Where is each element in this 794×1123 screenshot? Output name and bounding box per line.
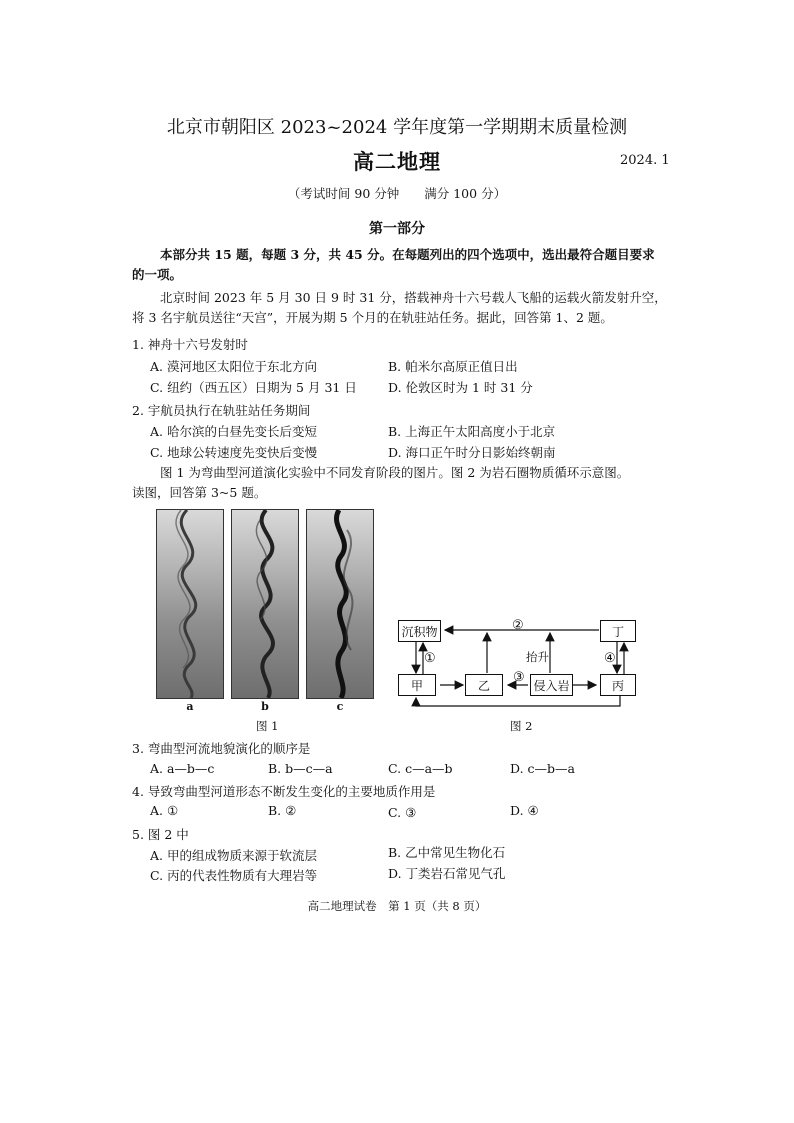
time-info: （考试时间 90 分钟 满分 100 分）	[287, 186, 507, 201]
figure2-caption: 图 2	[510, 719, 533, 733]
label-process-1: ①	[424, 651, 436, 666]
q4-option-c[interactable]: C. ③	[388, 805, 417, 820]
label-process-3: ③	[513, 670, 525, 685]
label-uplift: 抬升	[526, 650, 549, 664]
box-ding: 丁	[600, 620, 636, 642]
box-yi: 乙	[465, 674, 503, 696]
q3-stem: 3. 弯曲型河流地貌演化的顺序是	[132, 741, 311, 756]
photo-label-a: a	[186, 700, 194, 713]
q5-stem: 5. 图 2 中	[132, 827, 189, 842]
q1-option-b[interactable]: B. 帕米尔高原正值日出	[388, 359, 518, 374]
intro-line-1: 本部分共 15 题，每题 3 分，共 45 分。在每题列出的四个选项中，选出最符合题目要求	[160, 247, 655, 262]
q3-option-d[interactable]: D. c—b—a	[510, 761, 575, 776]
box-sediment: 沉积物	[398, 620, 441, 642]
passage2-line-2: 读图，回答第 3~5 题。	[132, 485, 267, 500]
subject-title: 高二地理	[353, 149, 441, 174]
q3-option-b[interactable]: B. b—c—a	[268, 761, 333, 776]
q2-option-a[interactable]: A. 哈尔滨的白昼先变长后变短	[150, 424, 317, 439]
label-process-4: ④	[604, 651, 616, 666]
q2-stem: 2. 宇航员执行在轨驻站任务期间	[132, 403, 311, 418]
q5-option-c[interactable]: C. 丙的代表性物质有大理岩等	[150, 868, 318, 883]
q1-option-d[interactable]: D. 伦敦区时为 1 时 31 分	[388, 380, 533, 395]
box-intrusive-rock: 侵入岩	[530, 674, 573, 696]
q2-option-d[interactable]: D. 海口正午时分日影始终朝南	[388, 445, 556, 460]
passage2-line-1: 图 1 为弯曲型河道演化实验中不同发育阶段的图片。图 2 为岩石圈物质循环示意图。	[160, 465, 630, 480]
river-photo-a	[156, 509, 224, 699]
river-photo-c	[306, 509, 374, 699]
part-heading: 第一部分	[369, 221, 425, 237]
q5-option-d[interactable]: D. 丁类岩石常见气孔	[388, 866, 506, 881]
q2-option-b[interactable]: B. 上海正午太阳高度小于北京	[388, 424, 556, 439]
q2-option-c[interactable]: C. 地球公转速度先变快后变慢	[150, 445, 318, 460]
passage1-line-2: 将 3 名宇航员送往“天宫”，开展为期 5 个月的在轨驻站任务。据此，回答第 1、2 题。	[132, 310, 613, 325]
q1-stem: 1. 神舟十六号发射时	[132, 337, 248, 352]
box-jia: 甲	[398, 674, 436, 696]
intro-line-2: 的一项。	[132, 267, 183, 282]
figure1-caption: 图 1	[256, 719, 279, 733]
q3-option-c[interactable]: C. c—a—b	[388, 761, 453, 776]
photo-label-c: c	[336, 700, 344, 713]
q4-option-a[interactable]: A. ①	[150, 803, 179, 818]
q4-stem: 4. 导致弯曲型河道形态不断发生变化的主要地质作用是	[132, 784, 436, 799]
label-process-2: ②	[512, 618, 524, 633]
river-photo-b	[231, 509, 299, 699]
q1-option-c[interactable]: C. 纽约（西五区）日期为 5 月 31 日	[150, 380, 357, 395]
page-footer: 高二地理试卷 第 1 页（共 8 页）	[307, 899, 487, 913]
q5-option-b[interactable]: B. 乙中常见生物化石	[388, 845, 506, 860]
box-bing: 丙	[600, 674, 636, 696]
q4-option-d[interactable]: D. ④	[510, 803, 539, 818]
q4-option-b[interactable]: B. ②	[268, 803, 297, 818]
photo-label-b: b	[261, 700, 269, 713]
q5-option-a[interactable]: A. 甲的组成物质来源于软流层	[150, 848, 317, 863]
exam-title: 北京市朝阳区 2023~2024 学年度第一学期期末质量检测	[166, 117, 628, 138]
q1-option-a[interactable]: A. 漠河地区太阳位于东北方向	[150, 359, 317, 374]
q3-option-a[interactable]: A. a—b—c	[150, 761, 215, 776]
passage1-line-1: 北京时间 2023 年 5 月 30 日 9 时 31 分，搭载神舟十六号载人飞船的运载火箭发射升空，	[160, 290, 667, 305]
exam-date: 2024. 1	[620, 153, 670, 168]
